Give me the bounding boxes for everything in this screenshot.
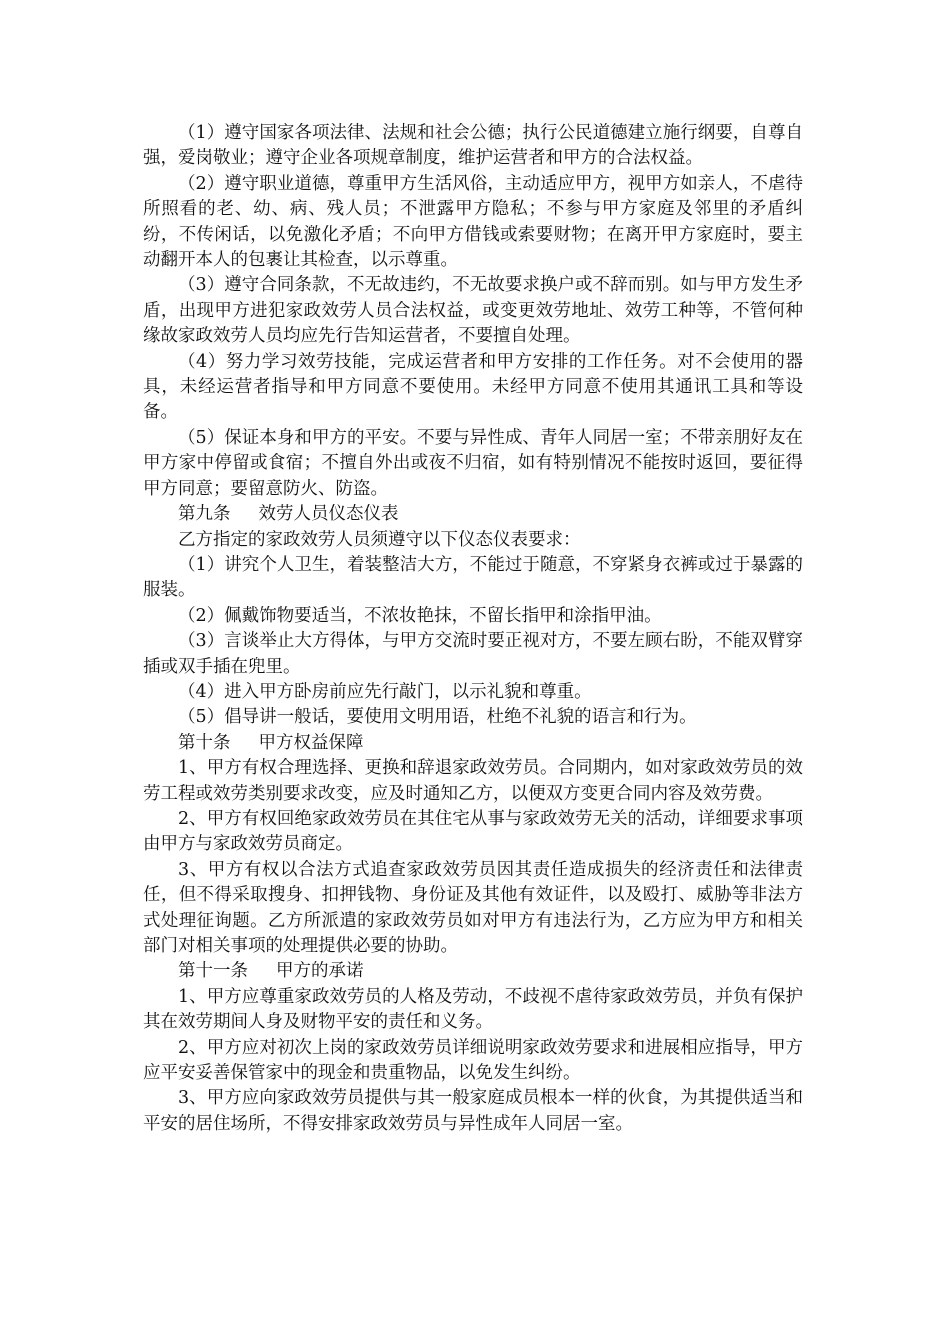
clause-9-item-4: （4）进入甲方卧房前应先行敲门，以示礼貌和尊重。 xyxy=(178,681,592,702)
clause-10-number: 第十条 xyxy=(178,732,231,753)
clause-8-item-1: （1）遵守国家各项法律、法规和社会公德；执行公民道德建立施行纲要，自尊自强，爱岗敬业；遵守企业各项规章制度，维护运营者和甲方的合法权益。 xyxy=(143,123,803,169)
clause-10-title: 甲方权益保障 xyxy=(258,732,364,753)
clause-8-item-3: （3）遵守合同条款，不无故违约，不无故要求换户或不辞而别。如与甲方发生矛盾，出现甲方进犯家政效劳人员合法权益，或变更效劳地址、效劳工种等，不管何种缘故家政效劳人员均应先行告知运营者，不要擅自处理。 xyxy=(143,275,803,347)
clause-8-item-5: （5）保证本身和甲方的平安。不要与异性成、青年人同居一室；不带亲朋好友在甲方家中停留或食宿；不擅自外出或夜不归宿，如有特别情况不能按时返回，要征得甲方同意；要留意防火、防盗。 xyxy=(143,427,803,499)
clause-11-heading xyxy=(143,959,803,984)
clause-10-item-2: 2、甲方有权回绝家政效劳员在其住宅从事与家政效劳无关的活动，详细要求事项由甲方与家政效劳员商定。 xyxy=(143,808,803,855)
clause-8-item-4: （4）努力学习效劳技能，完成运营者和甲方安排的工作任务。对不会使用的器具，未经运营者指导和甲方同意不要使用。未经甲方同意不使用其通讯工具和等设备。 xyxy=(143,351,803,423)
clause-11-item-1: 1、甲方应尊重家政效劳员的人格及劳动，不歧视不虐待家政效劳员，并负有保护其在效劳期间人身及财物平安的责任和义务。 xyxy=(143,986,803,1033)
clause-11-item-2: 2、甲方应对初次上岗的家政效劳员详细说明家政效劳要求和进展相应指导，甲方应平安妥善保管家中的现金和贵重物品，以免发生纠纷。 xyxy=(143,1037,803,1084)
clause-9-item-1: （1）讲究个人卫生，着装整洁大方，不能过于随意，不穿紧身衣裤或过于暴露的服装。 xyxy=(143,554,803,601)
clause-9-item-2: （2）佩戴饰物要适当，不浓妆艳抹，不留长指甲和涂指甲油。 xyxy=(178,605,662,626)
clause-8-item-2: （2）遵守职业道德，尊重甲方生活风俗，主动适应甲方，视甲方如亲人，不虐待所照看的老、幼、病、残人员；不泄露甲方隐私；不参与甲方家庭及邻里的矛盾纠纷，不传闲话，以免激化矛盾；不向甲方借钱或索要财物；在离开甲方家庭时，要主动翻开本人的包裹让其检查，以示尊重。 xyxy=(143,173,803,271)
clause-10-item-3: 3、甲方有权以合法方式追查家政效劳员因其责任造成损失的经济责任和法律责任，但不得采取搜身、扣押钱物、身份证及其他有效证件，以及殴打、威胁等非法方式处理征询题。乙方所派遣的家政效劳员如对甲方有违法行为，乙方应为甲方和相关部门对相关事项的处理提供必要的协助。 xyxy=(143,859,803,956)
document-page xyxy=(143,121,803,1137)
clause-9-title: 效劳人员仪态仪表 xyxy=(258,504,399,525)
clause-9-intro: 乙方指定的家政效劳人员须遵守以下仪态仪表要求： xyxy=(178,529,581,550)
clause-11-number: 第十一条 xyxy=(178,961,248,982)
clause-9-item-3: （3）言谈举止大方得体，与甲方交流时要正视对方，不要左顾右盼，不能双臂穿插或双手插在兜里。 xyxy=(143,631,803,677)
clause-10-item-1: 1、甲方有权合理选择、更换和辞退家政效劳员。合同期内，如对家政效劳员的效劳工程或效劳类别要求改变，应及时通知乙方，以便双方变更合同内容及效劳费。 xyxy=(143,758,803,804)
clause-9-number: 第九条 xyxy=(178,504,231,525)
clause-11-item-3: 3、甲方应向家政效劳员提供与其一般家庭成员根本一样的伙食，为其提供适当和平安的居住场所，不得安排家政效劳员与异性成年人同居一室。 xyxy=(143,1088,803,1134)
clause-11-title: 甲方的承诺 xyxy=(276,961,364,982)
clause-10-heading xyxy=(143,731,803,756)
clause-9-item-5: （5）倡导讲一般话，要使用文明用语，杜绝不礼貌的语言和行为。 xyxy=(178,707,697,728)
clause-9-heading xyxy=(143,502,803,527)
